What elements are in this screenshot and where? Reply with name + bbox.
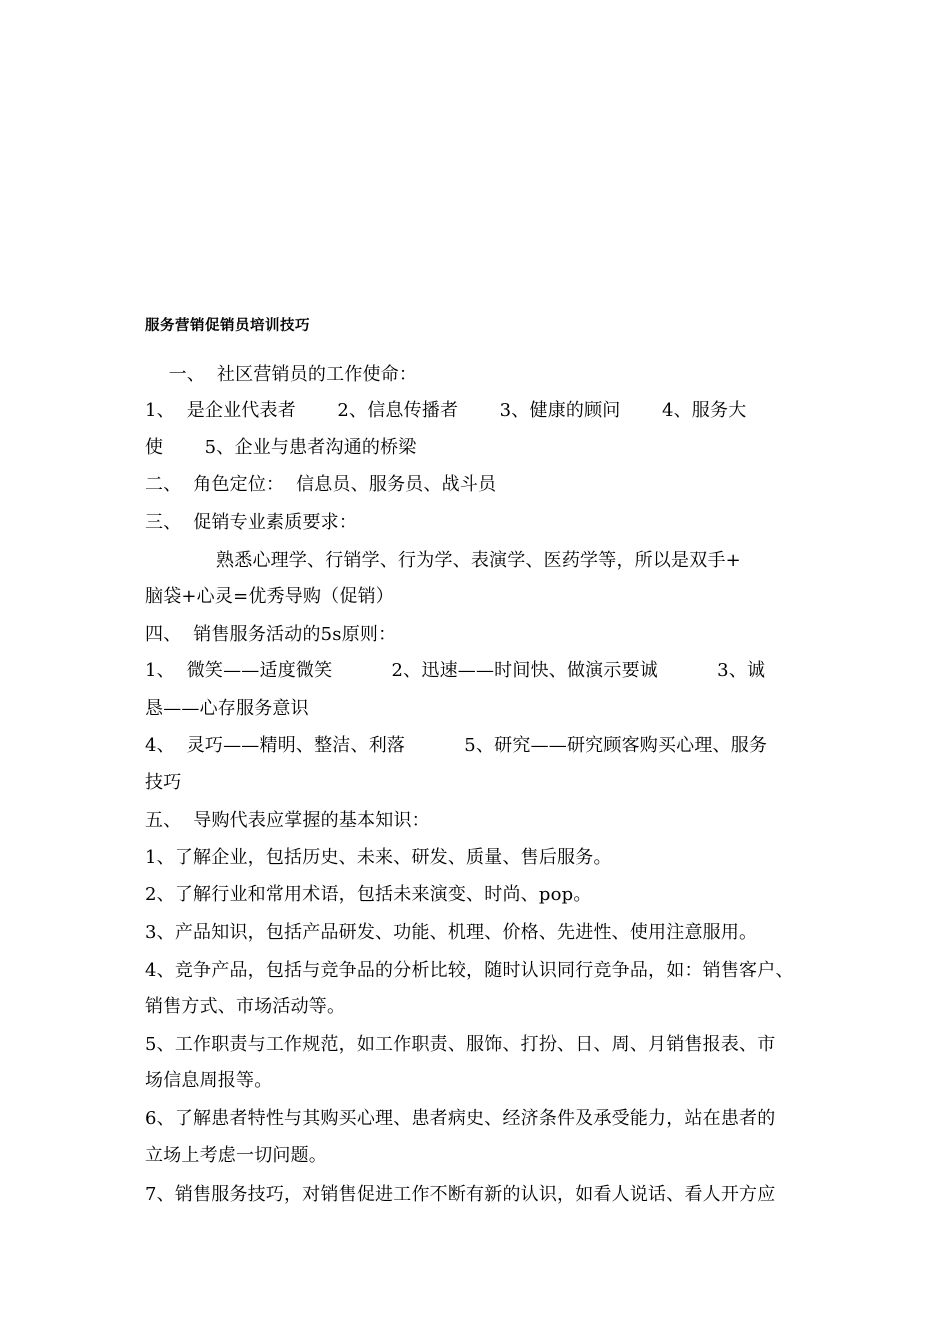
paragraph-line: 熟悉心理学、行销学、行为学、表演学、医药学等，所以是双手+ bbox=[145, 550, 741, 571]
paragraph-line: 脑袋+心灵=优秀导购（促销） bbox=[145, 586, 394, 607]
section-4-heading: 四、 销售服务活动的5s原则： bbox=[145, 624, 397, 645]
list-item-continuation: 销售方式、市场活动等。 bbox=[145, 996, 346, 1017]
list-item: 6、了解患者特性与其购买心理、患者病史、经济条件及承受能力，站在患者的 bbox=[145, 1108, 776, 1129]
section-5-heading: 五、 导购代表应掌握的基本知识： bbox=[145, 810, 430, 831]
list-item: 1、了解企业，包括历史、未来、研发、质量、售后服务。 bbox=[145, 847, 612, 868]
paragraph-line: 恳——心存服务意识 bbox=[145, 698, 309, 719]
section-3-heading: 三、 促销专业素质要求： bbox=[145, 512, 358, 533]
list-item-continuation: 场信息周报等。 bbox=[145, 1070, 273, 1091]
list-item-continuation: 立场上考虑一切问题。 bbox=[145, 1145, 327, 1166]
paragraph-line: 4、 灵巧——精明、整洁、利落 5、研究——研究顾客购买心理、服务 bbox=[145, 735, 768, 756]
section-1-heading: 一、 社区营销员的工作使命： bbox=[145, 364, 418, 385]
paragraph-line: 1、 是企业代表者 2、信息传播者 3、健康的顾问 4、服务大 bbox=[145, 400, 747, 421]
list-item: 2、了解行业和常用术语，包括未来演变、时尚、pop。 bbox=[145, 884, 592, 905]
list-item: 5、工作职责与工作规范，如工作职责、服饰、打扮、日、周、月销售报表、市 bbox=[145, 1034, 776, 1055]
paragraph-line: 1、 微笑——适度微笑 2、迅速——时间快、做演示要诚 3、诚 bbox=[145, 660, 766, 681]
list-item: 3、产品知识，包括产品研发、功能、机理、价格、先进性、使用注意服用。 bbox=[145, 922, 758, 943]
document-title: 服务营销促销员培训技巧 bbox=[145, 318, 310, 334]
section-2-heading: 二、 角色定位： 信息员、服务员、战斗员 bbox=[145, 474, 497, 495]
paragraph-line: 技巧 bbox=[145, 772, 182, 793]
list-item: 4、竞争产品，包括与竞争品的分析比较，随时认识同行竞争品，如：销售客户、 bbox=[145, 960, 794, 981]
list-item: 7、销售服务技巧，对销售促进工作不断有新的认识，如看人说话、看人开方应 bbox=[145, 1184, 776, 1205]
paragraph-line: 使 5、企业与患者沟通的桥梁 bbox=[145, 437, 417, 458]
